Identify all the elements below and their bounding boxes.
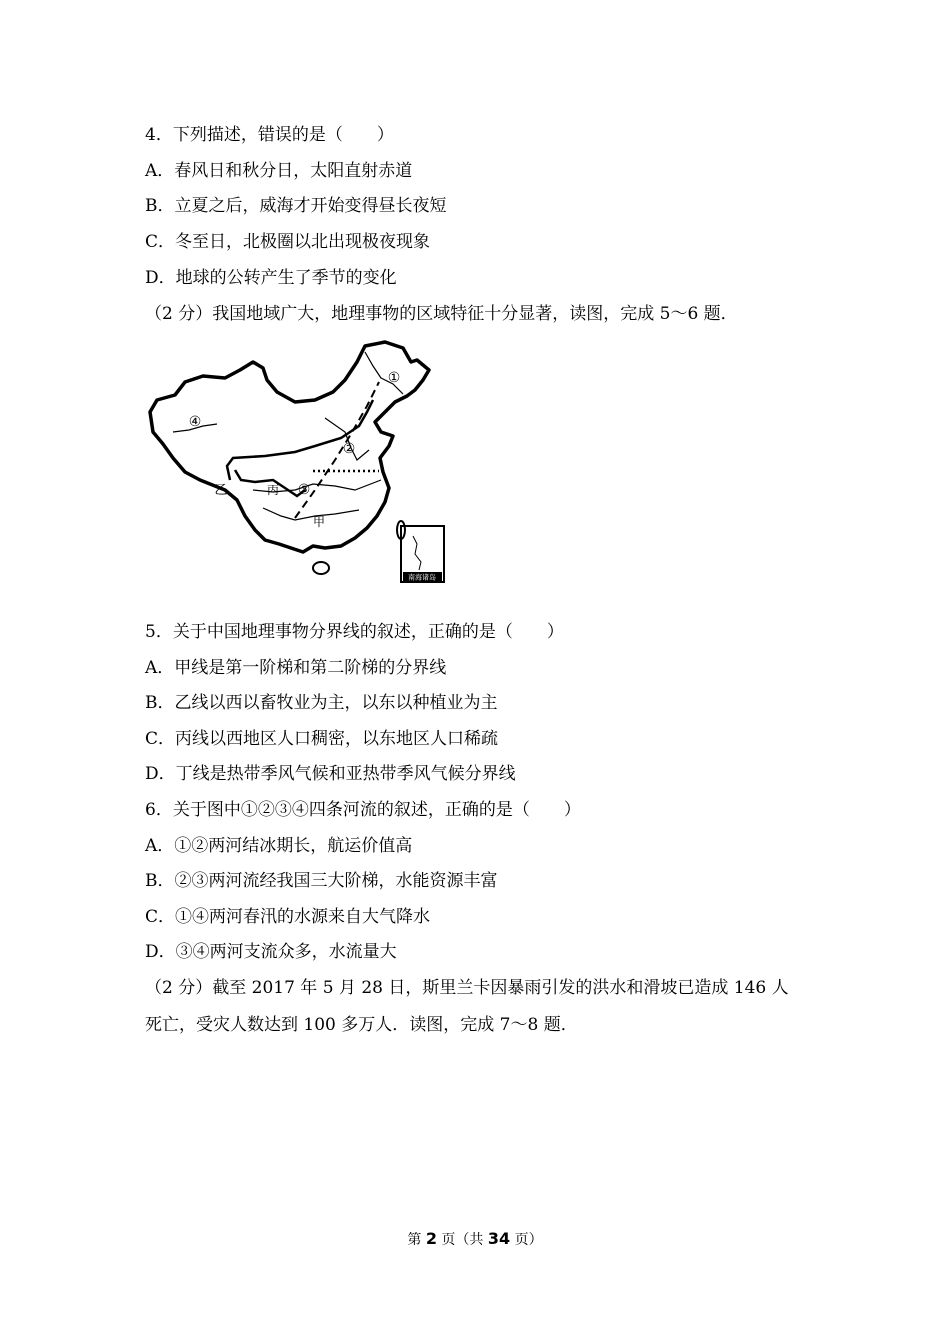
q6-stem: 6．关于图中①②③④四条河流的叙述，正确的是（ ）	[145, 800, 581, 820]
label-jia: 甲	[312, 515, 326, 529]
q4-option-a: A．春风日和秋分日，太阳直射赤道	[145, 161, 413, 181]
label-yi: 乙	[214, 483, 228, 498]
label-river-1: ①	[387, 370, 401, 386]
q6-option-c: C．①④两河春汛的水源来自大气降水	[145, 907, 431, 927]
q6-option-b: B．②③两河流经我国三大阶梯，水能资源丰富	[145, 871, 498, 891]
footer-prefix: 第	[407, 1232, 426, 1248]
q4-stem: 4．下列描述，错误的是（ ）	[145, 125, 394, 145]
intro-7-8-line1: （2 分）截至 2017 年 5 月 28 日，斯里兰卡因暴雨引发的洪水和滑坡已造成 146 人	[145, 978, 789, 998]
page-footer	[0, 1229, 950, 1250]
q5-stem: 5．关于中国地理事物分界线的叙述，正确的是（ ）	[145, 622, 564, 642]
label-river-4: ④	[188, 414, 202, 430]
label-bing: 丙	[266, 483, 280, 497]
page-total: 34	[487, 1229, 511, 1248]
q5-option-c: C．丙线以西地区人口稠密，以东地区人口稀疏	[145, 729, 499, 749]
q4-option-c: C．冬至日，北极圈以北出现极夜现象	[145, 232, 431, 252]
label-river-3: ③	[297, 482, 311, 498]
q4-option-d: D．地球的公转产生了季节的变化	[145, 268, 397, 288]
q5-option-b: B．乙线以西以畜牧业为主，以东以种植业为主	[145, 693, 498, 713]
q5-option-d: D．丁线是热带季风气候和亚热带季风气候分界线	[145, 764, 516, 784]
intro-7-8-line2: 死亡，受灾人数达到 100 多万人．读图，完成 7～8 题．	[145, 1015, 578, 1035]
label-river-2: ②	[342, 441, 356, 457]
page-number: 2	[425, 1229, 437, 1248]
china-map-figure	[145, 340, 450, 585]
q5-option-a: A．甲线是第一阶梯和第二阶梯的分界线	[145, 658, 447, 678]
inset-label: 南海诸岛	[408, 573, 436, 582]
footer-suffix: 页）	[510, 1232, 543, 1248]
q6-option-a: A．①②两河结冰期长，航运价值高	[145, 836, 413, 856]
china-map	[145, 340, 450, 585]
intro-5-6: （2 分）我国地域广大，地理事物的区域特征十分显著，读图，完成 5～6 题．	[145, 304, 738, 324]
line-yi	[227, 400, 373, 480]
footer-middle: 页（共	[436, 1232, 488, 1248]
q4-option-b: B．立夏之后，威海才开始变得昼长夜短	[145, 196, 447, 216]
hainan-island	[313, 562, 329, 574]
q6-option-d: D．③④两河支流众多，水流量大	[145, 942, 397, 962]
